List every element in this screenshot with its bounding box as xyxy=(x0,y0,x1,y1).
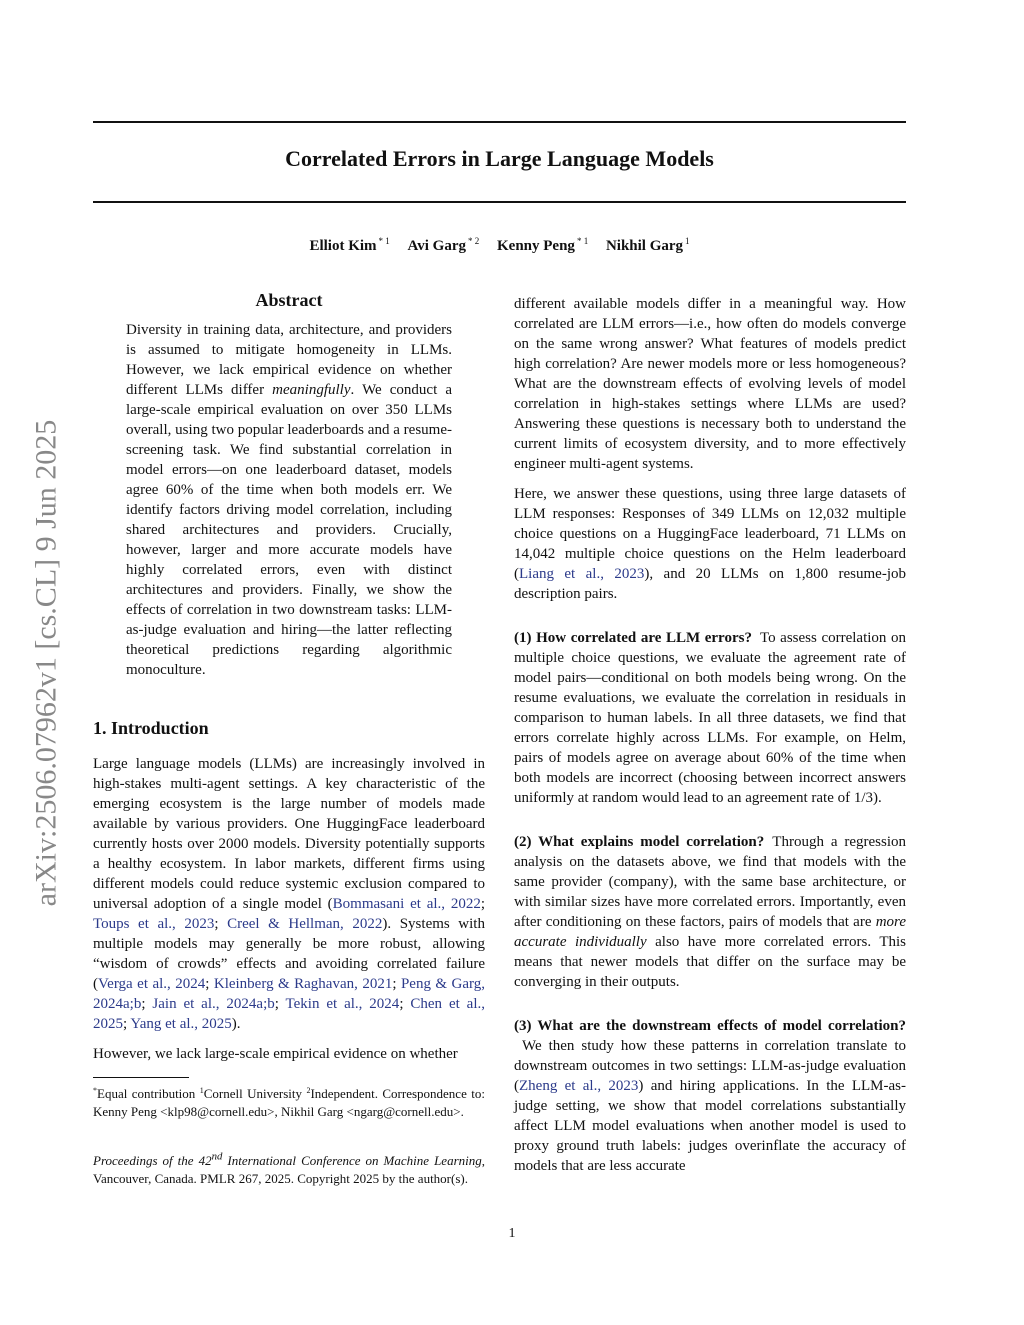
intro-paragraph: Large language models (LLMs) are increasingly involved in high-stakes multi-agent settings. A key characteristic of the emerging ecosystem is the large number of models made available by various providers. One HuggingFace leaderboard currently hosts over 2000 models. Diversity potentially supports a healthy ecosystem. In labor markets, different firms using different models could reduce systemic exclusion compared to universal adoption of a single model (Bommasani et al., 2022; Toups et al., 2023; Creel & Hellman, 2022). Systems with multiple models may generally be more robust, allowing “wisdom of crowds” effects and avoiding correlated failure (Verga et al., 2024; Kleinberg & Raghavan, 2021; Peng & Garg, 2024a;b; Jain et al., 2024a;b; Tekin et al., 2024; Chen et al., 2025; Yang et al., 2025). xyxy=(93,756,485,1032)
footnote-rule xyxy=(93,1077,189,1078)
author: Avi Garg $^{* 2}$ xyxy=(407,236,480,254)
arxiv-stamp xyxy=(26,380,66,945)
abstract-body: Diversity in training data, architecture, and providers is assumed to mitigate homogeneity in LLMs. However, we lack empirical evidence on whether different LLMs differ meaningfully. We conduct a large-scale empirical evaluation on over 350 LLMs overall, using two popular leaderboards and a resume-screening task. We find substantial correlation in model errors—on one leaderboard dataset, models agree 60% of the time when both models err. We identify factors driving model correlation, including shared architectures and providers. Crucially, however, larger and more accurate models have highly correlated errors, even with distinct architectures and providers. Finally, we show the effects of correlation in two downstream tasks: LLM-as-judge evaluation and hiring—the latter reflecting theoretical predictions regarding algorithmic monoculture. xyxy=(126,322,452,678)
body-paragraph: Here, we answer these questions, using three large datasets of LLM responses: Responses of 349 LLMs on 12,032 multiple choice questions on a HuggingFace leaderboard, 71 LLMs on 14,042 multiple choice questions on the Helm leaderboard (Liang et al., 2023), and 20 LLMs on 1,800 resume-job description pairs. xyxy=(514,486,907,602)
body-paragraph: different available models differ in a meaningful way. How correlated are LLM errors—i.e., how often do models converge on the same wrong answer? What features of models predict high correlation? Are newer models more or less homogeneous? What are the downstream effects of evolving levels of model correlation in high-stakes settings where LLMs are used? Answering these questions is necessary both to understand the current limits of ecosystem diversity, and to more effectively engineer multi-agent systems. xyxy=(514,296,906,472)
citation-link[interactable]: Kleinberg & Raghavan, 2021 xyxy=(213,976,393,992)
abstract-heading: Abstract xyxy=(255,290,323,310)
research-question-2: (2) What explains model correlation? Through a regression analysis on the datasets above, we find that models with the same provider (company), with the same base architecture, or with similar sizes have more correlated errors. Importantly, even after conditioning on these factors, pairs of models that are more accurate individually also have more correlated errors. This means that newer models that differ on the surface may be converging in their outputs. xyxy=(514,834,906,990)
intro-paragraph: However, we lack large-scale empirical evidence on whether xyxy=(93,1046,458,1062)
research-question-1: (1) How correlated are LLM errors? To assess correlation on multiple choice questions, we evaluate the agreement rate of model pairs—conditional on both models being wrong. On the resume evaluations, we evaluate the correlation in residuals in comparison to human labels. In all three datasets, we find that errors correlate highly across LLMs. For example, on Helm, pairs of models agree on average about 60% of the time when both models are incorrect (choosing between incorrect answers uniformly at random would lead to an agreement rate of 1/3). xyxy=(514,630,907,806)
citation-link[interactable]: Bommasani et al., 2022 xyxy=(332,896,481,912)
citation-link[interactable]: Toups et al., 2023 xyxy=(93,916,215,932)
citation-link[interactable]: Zheng et al., 2023 xyxy=(519,1078,639,1094)
section-heading-introduction: 1. Introduction xyxy=(93,718,209,738)
author: Nikhil Garg $^1$ xyxy=(605,236,690,254)
paper-title: Correlated Errors in Large Language Models xyxy=(285,146,714,171)
footnote: *Equal contribution $^1$Cornell University $^2$Independent. Correspondence to: Kenny Peng <klp98@cornell.edu>, Nikhil Garg <ngarg@cornell.edu>. xyxy=(93,1086,485,1119)
research-question-label: (1) How correlated are LLM errors? xyxy=(514,630,752,646)
citation-link[interactable]: Liang et al., 2023 xyxy=(519,566,645,582)
citation-link[interactable]: Creel & Hellman, 2022 xyxy=(227,916,383,932)
citation-link[interactable]: Peng & Garg, 2024a;b xyxy=(93,976,485,1012)
author-list xyxy=(93,236,906,255)
citation-link[interactable]: Jain et al., 2024a;b xyxy=(152,996,275,1012)
citation-link[interactable]: Chen et al., 2025 xyxy=(93,996,485,1032)
proceedings-note: Proceedings of the 42nd International Conference on Machine Learning, Vancouver, Canada. PMLR 267, 2025. Copyright 2025 by the author(s). xyxy=(93,1151,485,1187)
page-number: 1 xyxy=(508,1226,516,1241)
citation-link[interactable]: Yang et al., 2025 xyxy=(130,1016,232,1032)
arxiv-stamp-text[interactable]: arXiv:2506.07962v1 [cs.CL] 9 Jun 2025 xyxy=(29,419,62,906)
title-rule-top xyxy=(93,121,906,123)
left-column xyxy=(93,290,485,1064)
citation-link[interactable]: Tekin et al., 2024 xyxy=(285,996,400,1012)
research-question-label: (2) What explains model correlation? xyxy=(514,834,765,850)
citation-link[interactable]: Verga et al., 2024 xyxy=(98,976,206,992)
author: Kenny Peng $^{* 1}$ xyxy=(497,236,589,254)
title-rule-bottom xyxy=(93,201,906,203)
right-column xyxy=(514,294,906,1176)
research-question-label: (3) What are the downstream effects of model correlation? xyxy=(514,1018,906,1034)
research-question-3: (3) What are the downstream effects of model correlation?We then study how these patterns in correlation translate to downstream outcomes in two settings: LLM-as-judge evaluation (Zheng et al., 2023) and hiring applications. In the LLM-as-judge setting, we show that model correlations substantially affect LLM model evaluations when another model is used to proxy ground truth labels: judges overinflate the accuracy of models that are less accurate xyxy=(514,1018,906,1174)
author: Elliot Kim $^{* 1}$ xyxy=(309,236,390,254)
